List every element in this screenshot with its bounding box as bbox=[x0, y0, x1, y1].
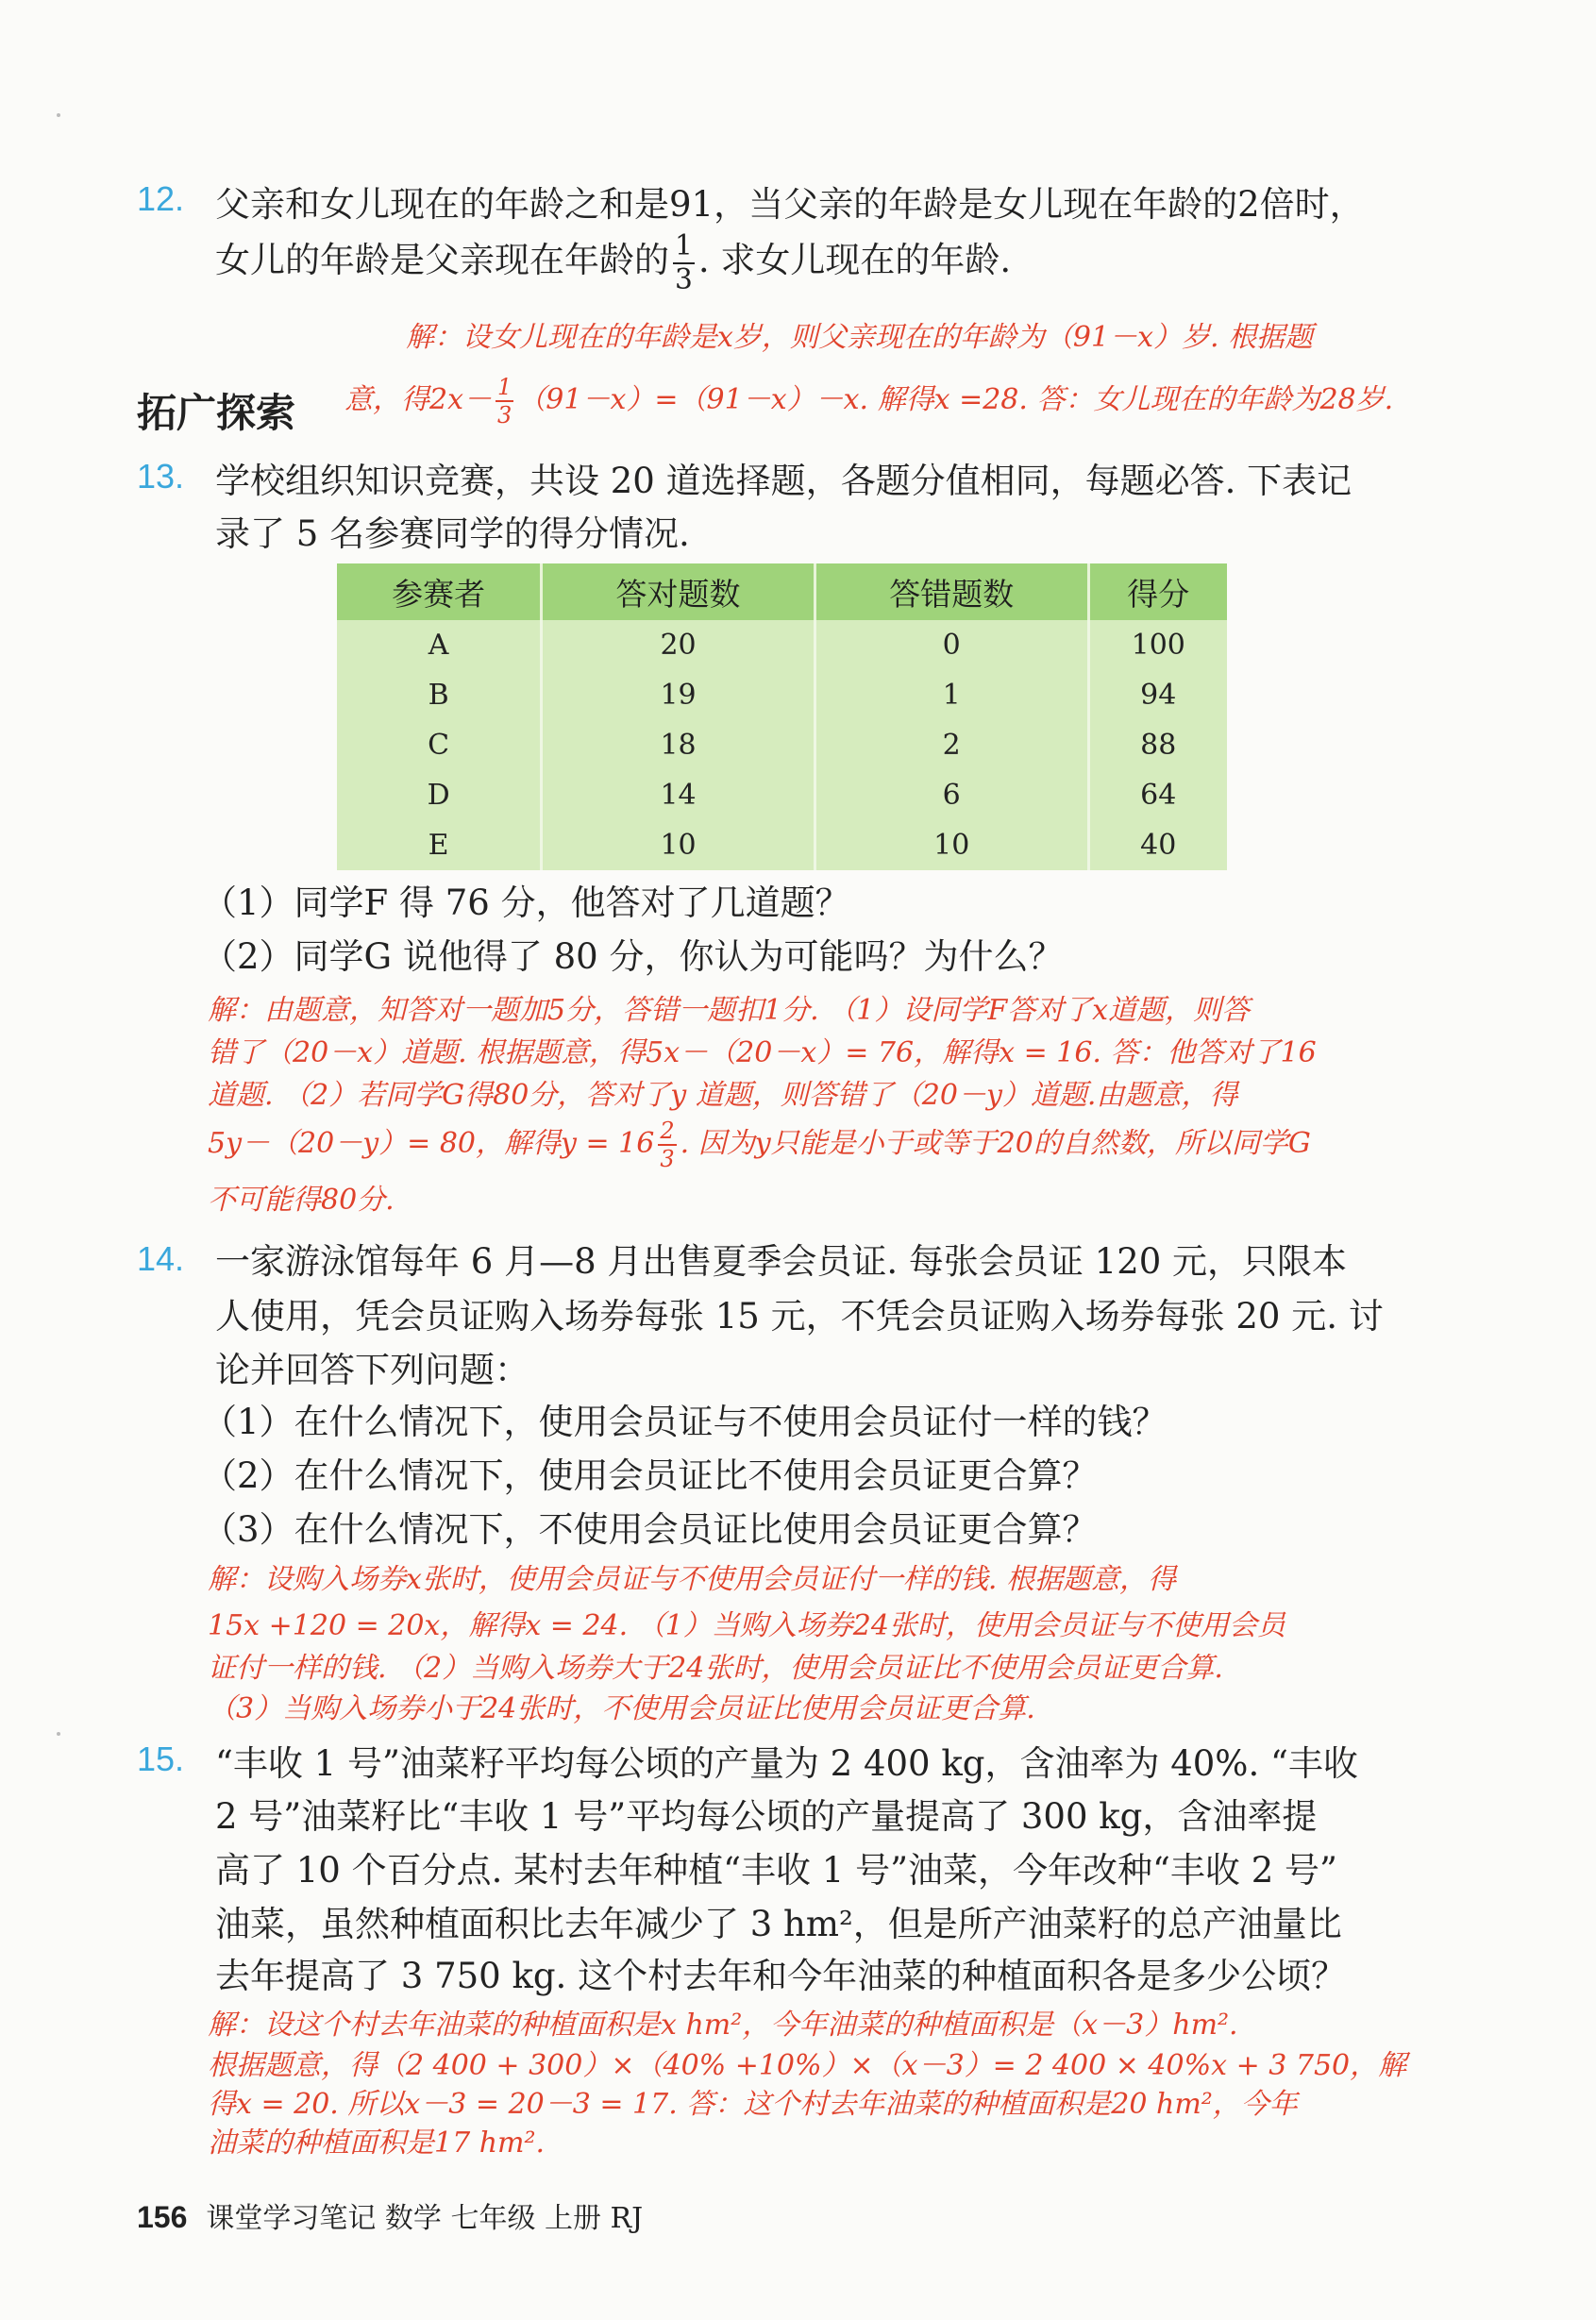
q15-text-line4: 油菜，虽然种植面积比去年减少了 3 hm²，但是所产油菜籽的总产油量比 bbox=[215, 1904, 1342, 1944]
fraction-denominator: 3 bbox=[497, 402, 512, 429]
q13-sol4-text: 5y－（20－y）= 80，解得y = 16 bbox=[208, 1127, 655, 1160]
question-number-13: 13. bbox=[137, 457, 185, 496]
table-cell: D bbox=[337, 770, 542, 820]
q13-part2: （2）同学G 说他得了 80 分，你认为可能吗？为什么？ bbox=[202, 936, 1064, 977]
q15-text-line2: 2 号”油菜籽比“丰收 1 号”平均每公顷的产量提高了 300 kg，含油率提 bbox=[215, 1796, 1318, 1837]
table-cell: 40 bbox=[1088, 820, 1227, 870]
q12-text-line1: 父亲和女儿现在的年龄之和是91，当父亲的年龄是女儿现在年龄的2倍时， bbox=[215, 184, 1365, 225]
q13-sol-fraction bbox=[658, 1119, 676, 1170]
q14-solution-line4: （3）当购入场券小于24张时，不使用会员证比使用会员证更合算. bbox=[208, 1692, 1035, 1725]
score-table bbox=[337, 563, 1227, 870]
table-header: 答错题数 bbox=[815, 563, 1088, 620]
table-cell: 10 bbox=[542, 820, 815, 870]
fraction-numerator: 2 bbox=[660, 1118, 675, 1144]
q15-text-line5: 去年提高了 3 750 kg. 这个村去年和今年油菜的种植面积各是多少公顷？ bbox=[215, 1956, 1347, 1996]
q13-text-line2: 录了 5 名参赛同学的得分情况. bbox=[215, 513, 690, 554]
page-number: 156 bbox=[137, 2200, 188, 2234]
q12-line2-end: . 求女儿现在的年龄. bbox=[697, 240, 1012, 280]
table-cell: 14 bbox=[542, 770, 815, 820]
table-header: 得分 bbox=[1088, 563, 1227, 620]
table-cell: B bbox=[337, 670, 542, 720]
q12-fraction bbox=[673, 228, 695, 295]
table-row bbox=[337, 720, 1227, 770]
table-cell: 2 bbox=[815, 720, 1088, 770]
q13-solution-line5: 不可能得80分. bbox=[208, 1184, 395, 1217]
q15-solution-line3: 得x = 20. 所以x－3 = 20－3 = 17. 答：这个村去年油菜的种植面积是20 hm²，今年 bbox=[208, 2088, 1298, 2121]
table-cell: C bbox=[337, 720, 542, 770]
q13-text-line1: 学校组织知识竞赛，共设 20 道选择题，各题分值相同，每题必答. 下表记 bbox=[215, 461, 1352, 501]
q15-solution-line2: 根据题意，得（2 400 + 300）×（40% +10%）×（x－3）= 2 400 × 40%x + 3 750，解 bbox=[208, 2049, 1407, 2082]
fraction-numerator: 1 bbox=[673, 232, 695, 264]
table-cell: 88 bbox=[1088, 720, 1227, 770]
q13-solution-line2: 错了（20－x）道题. 根据题意，得5x－（20－x）= 76，解得x = 16. 答：他答对了16 bbox=[208, 1036, 1317, 1069]
q15-solution-line4: 油菜的种植面积是17 hm². bbox=[208, 2127, 546, 2160]
scan-speck bbox=[57, 113, 60, 117]
q12-line2-text: 女儿的年龄是父亲现在年龄的 bbox=[215, 240, 669, 280]
q14-text-line2: 人使用，凭会员证购入场券每张 15 元，不凭会员证购入场券每张 20 元. 讨 bbox=[215, 1296, 1384, 1337]
q13-solution-line3: 道题. （2）若同学G得80分，答对了y 道题，则答错了（20－y）道题.由题意，得 bbox=[208, 1079, 1238, 1112]
q15-solution-line1: 解：设这个村去年油菜的种植面积是x hm²，今年油菜的种植面积是（x－3）hm². bbox=[208, 2009, 1238, 2042]
table-header: 答对题数 bbox=[542, 563, 815, 620]
table-row bbox=[337, 820, 1227, 870]
q14-solution-line1: 解：设购入场券x张时，使用会员证与不使用会员证付一样的钱. 根据题意，得 bbox=[208, 1563, 1176, 1596]
page-footer bbox=[137, 2194, 643, 2236]
table-row bbox=[337, 770, 1227, 820]
fraction-denominator: 3 bbox=[660, 1146, 675, 1172]
table-cell: 10 bbox=[815, 820, 1088, 870]
q12-solution-line2 bbox=[344, 376, 1393, 427]
q12-sol-fraction bbox=[496, 376, 513, 427]
q12-text-line2 bbox=[215, 228, 1012, 295]
table-cell: 6 bbox=[815, 770, 1088, 820]
question-number-12: 12. bbox=[137, 179, 185, 218]
q12-sol2-text: 意，得2x－ bbox=[344, 383, 493, 416]
table-row bbox=[337, 670, 1227, 720]
table-cell: 64 bbox=[1088, 770, 1227, 820]
table-row bbox=[337, 620, 1227, 670]
q14-text-line1: 一家游泳馆每年 6 月—8 月出售夏季会员证. 每张会员证 120 元，只限本 bbox=[215, 1241, 1348, 1282]
table-cell: A bbox=[337, 620, 542, 670]
fraction-denominator: 3 bbox=[675, 262, 693, 295]
q13-part1: （1）同学F 得 76 分，他答对了几道题？ bbox=[202, 883, 850, 923]
section-heading: 拓广探索 bbox=[137, 390, 296, 436]
q12-solution-line1: 解：设女儿现在的年龄是x岁，则父亲现在的年龄为（91－x）岁. 根据题 bbox=[406, 321, 1314, 354]
q13-sol4-end: . 因为y只能是小于或等于20的自然数，所以同学G bbox=[680, 1127, 1311, 1160]
q14-text-line3: 论并回答下列问题： bbox=[215, 1350, 529, 1390]
table-header-row bbox=[337, 563, 1227, 620]
table-header: 参赛者 bbox=[337, 563, 542, 620]
table-cell: 0 bbox=[815, 620, 1088, 670]
q14-part2: （2）在什么情况下，使用会员证比不使用会员证更合算？ bbox=[202, 1455, 1098, 1496]
q14-part3: （3）在什么情况下，不使用会员证比使用会员证更合算？ bbox=[202, 1509, 1098, 1550]
q13-solution-line4 bbox=[208, 1119, 1311, 1170]
q14-solution-line3: 证付一样的钱. （2）当购入场券大于24张时，使用会员证比不使用会员证更合算. bbox=[208, 1652, 1223, 1685]
table-cell: 94 bbox=[1088, 670, 1227, 720]
fraction-numerator: 1 bbox=[497, 374, 512, 400]
table-cell: 20 bbox=[542, 620, 815, 670]
table-cell: 18 bbox=[542, 720, 815, 770]
scan-speck bbox=[57, 1732, 60, 1736]
question-number-15: 15. bbox=[137, 1740, 185, 1778]
q13-solution-line1: 解：由题意，知答对一题加5分，答错一题扣1分. （1）设同学F答对了x道题，则答 bbox=[208, 994, 1251, 1027]
question-number-14: 14. bbox=[137, 1239, 185, 1278]
table-cell: 19 bbox=[542, 670, 815, 720]
q15-text-line3: 高了 10 个百分点. 某村去年种植“丰收 1 号”油菜，今年改种“丰收 2 号” bbox=[215, 1850, 1337, 1891]
q15-text-line1: “丰收 1 号”油菜籽平均每公顷的产量为 2 400 kg，含油率为 40%. “丰收 bbox=[215, 1743, 1358, 1784]
q12-sol2-end: （91－x）=（91－x）－x. 解得x =28. 答：女儿现在的年龄为28岁. bbox=[517, 383, 1394, 416]
q14-part1: （1）在什么情况下，使用会员证与不使用会员证付一样的钱？ bbox=[202, 1402, 1168, 1442]
table-cell: E bbox=[337, 820, 542, 870]
table-cell: 100 bbox=[1088, 620, 1227, 670]
table-cell: 1 bbox=[815, 670, 1088, 720]
footer-book-title: 课堂学习笔记 数学 七年级 上册 RJ bbox=[206, 2202, 644, 2235]
q14-solution-line2: 15x +120 = 20x，解得x = 24. （1）当购入场券24张时，使用会员证与不使用会员 bbox=[208, 1609, 1285, 1642]
